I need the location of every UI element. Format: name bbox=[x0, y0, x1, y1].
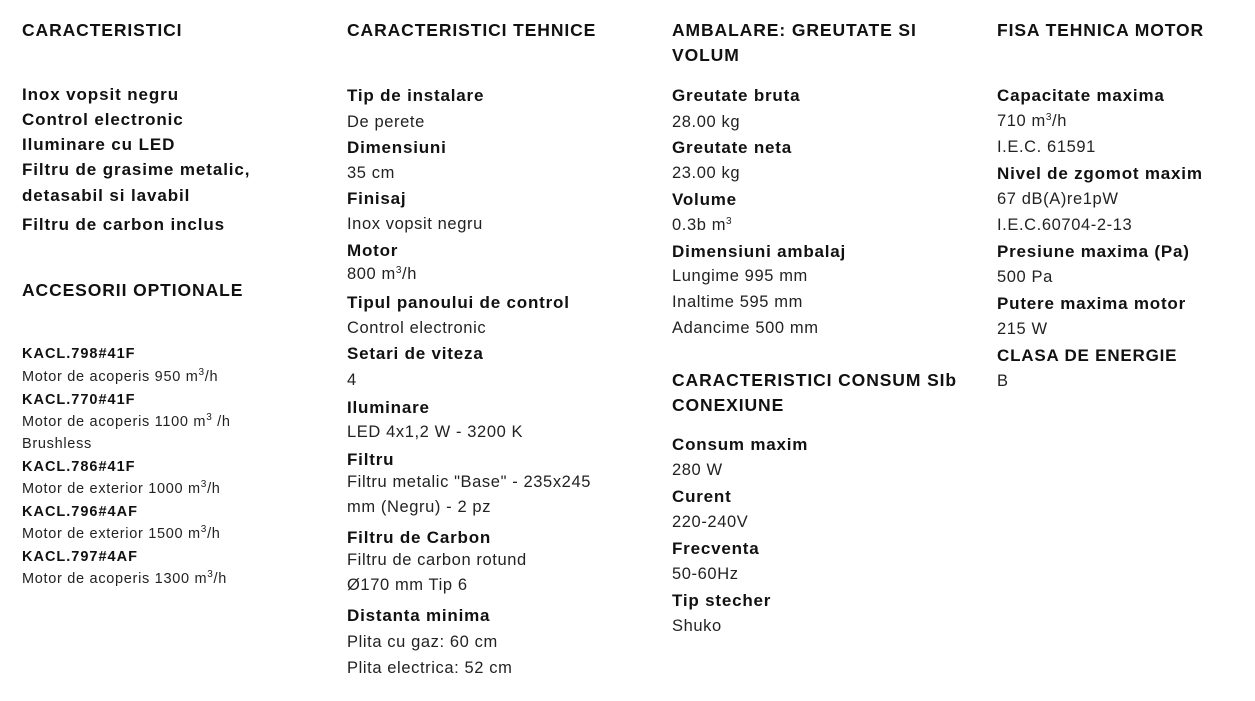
motor-sheet-heading: FISA TEHNICA MOTOR bbox=[997, 20, 1205, 40]
spec-value: De perete bbox=[347, 113, 425, 131]
accessory-desc: Motor de acoperis 1100 $m^3$ /h bbox=[22, 412, 231, 430]
spec-label: Nivel de zgomot maxim bbox=[997, 164, 1203, 183]
accessory-code: KACL.797#4AF bbox=[22, 549, 138, 565]
spec-value: 500 Pa bbox=[997, 268, 1053, 286]
spec-value: Ø170 mm Tip 6 bbox=[347, 576, 468, 594]
feature-item: Filtru de carbon inclus bbox=[22, 215, 226, 234]
spec-value: 35 cm bbox=[347, 164, 395, 182]
spec-value: I.E.C.60704-2-13 bbox=[997, 216, 1133, 234]
spec-label: Iluminare bbox=[347, 398, 430, 417]
accessory-extra: Brushless bbox=[22, 436, 92, 452]
spec-value: Shuko bbox=[672, 617, 722, 635]
feature-item: Filtru de grasime metalic, bbox=[22, 160, 251, 179]
spec-value: 28.00 kg bbox=[672, 113, 741, 131]
packaging-heading: AMBALARE: GREUTATE SI VOLUM bbox=[672, 20, 917, 65]
spec-value: Lungime 995 mm bbox=[672, 267, 808, 285]
spec-label: Motor bbox=[347, 241, 399, 260]
spec-label: Dimensiuni ambalaj bbox=[672, 242, 847, 261]
feature-item: Control electronic bbox=[22, 110, 184, 129]
spec-label: Volume bbox=[672, 190, 737, 209]
spec-label: Greutate neta bbox=[672, 138, 792, 157]
spec-value: I.E.C. 61591 bbox=[997, 138, 1096, 156]
spec-value: 215 W bbox=[997, 320, 1048, 338]
spec-value: mm (Negru) - 2 pz bbox=[347, 498, 492, 516]
consumption-heading: CARACTERISTICI CONSUM SIb CONEXIUNE bbox=[672, 370, 957, 415]
feature-item: detasabil si lavabil bbox=[22, 186, 191, 205]
spec-value: Control electronic bbox=[347, 319, 487, 337]
accessory-code: KACL.770#41F bbox=[22, 392, 136, 408]
spec-value: 67 dB(A)re1pW bbox=[997, 190, 1119, 208]
accessory-desc: Motor de acoperis 950 $m^3/h$ bbox=[22, 367, 219, 385]
spec-value: Filtru metalic "Base" - 235x245 bbox=[347, 473, 591, 491]
spec-label: Consum maxim bbox=[672, 435, 809, 454]
spec-label: Putere maxima motor bbox=[997, 294, 1187, 313]
spec-value: 710 $m^3/h$ bbox=[997, 112, 1067, 130]
accessory-code: KACL.796#4AF bbox=[22, 504, 138, 520]
spec-value: 800 $m^3/h$ bbox=[347, 265, 417, 283]
spec-label: Presiune maxima (Pa) bbox=[997, 242, 1190, 261]
spec-value: Inaltime 595 mm bbox=[672, 293, 803, 311]
spec-value: 50-60Hz bbox=[672, 565, 739, 583]
feature-item: Iluminare cu LED bbox=[22, 135, 176, 154]
accessory-desc: Motor de exterior 1500 $m^3/h$ bbox=[22, 524, 221, 542]
spec-label: Greutate bruta bbox=[672, 86, 801, 105]
spec-label: CLASA DE ENERGIE bbox=[997, 346, 1178, 365]
technical-heading: CARACTERISTICI TEHNICE bbox=[347, 20, 597, 40]
spec-label: Frecventa bbox=[672, 539, 760, 558]
spec-label: Distanta minima bbox=[347, 606, 491, 625]
spec-value: 0.3b $m^3$ bbox=[672, 216, 733, 234]
energy-class-value: B bbox=[997, 372, 1009, 390]
accessories-heading: ACCESORII OPTIONALE bbox=[22, 280, 244, 300]
spec-label: Filtru de Carbon bbox=[347, 528, 492, 547]
spec-label: Capacitate maxima bbox=[997, 86, 1165, 105]
spec-label: Setari de viteza bbox=[347, 344, 484, 363]
spec-value: Adancime 500 mm bbox=[672, 319, 819, 337]
characteristics-heading: CARACTERISTICI bbox=[22, 20, 183, 40]
spec-value: LED 4x1,2 W - 3200 K bbox=[347, 423, 524, 441]
spec-value: 220-240V bbox=[672, 513, 749, 531]
spec-value: Plita electrica: 52 cm bbox=[347, 659, 513, 677]
spec-value: 23.00 kg bbox=[672, 164, 741, 182]
spec-label: Finisaj bbox=[347, 189, 407, 208]
accessory-desc: Motor de acoperis 1300 $m^3/h$ bbox=[22, 569, 228, 587]
spec-value: Filtru de carbon rotund bbox=[347, 551, 527, 569]
spec-label: Curent bbox=[672, 487, 732, 506]
spec-value: 4 bbox=[347, 371, 357, 389]
spec-value: 280 W bbox=[672, 461, 723, 479]
accessory-code: KACL.798#41F bbox=[22, 346, 136, 362]
accessory-code: KACL.786#41F bbox=[22, 459, 136, 475]
spec-value: Plita cu gaz: 60 cm bbox=[347, 633, 498, 651]
spec-label: Dimensiuni bbox=[347, 138, 447, 157]
spec-value: Inox vopsit negru bbox=[347, 215, 483, 233]
accessory-desc: Motor de exterior 1000 $m^3/h$ bbox=[22, 479, 221, 497]
spec-label: Tipul panoului de control bbox=[347, 293, 570, 312]
spec-label: Filtru bbox=[347, 450, 395, 469]
spec-label: Tip de instalare bbox=[347, 86, 485, 105]
feature-item: Inox vopsit negru bbox=[22, 85, 179, 104]
spec-label: Tip stecher bbox=[672, 591, 772, 610]
